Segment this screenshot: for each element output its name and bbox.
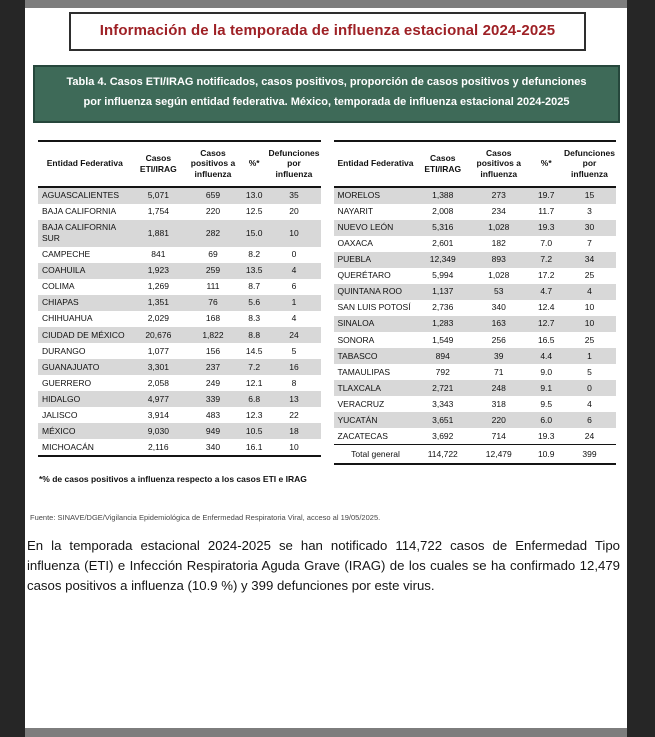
table-cell: 9.0 (540, 366, 553, 377)
table-cell: CAMPECHE (42, 249, 91, 260)
table-cell: 5,994 (432, 270, 454, 281)
table-row (38, 311, 321, 327)
table-cell: 20 (289, 206, 299, 217)
table-cell: 25 (584, 334, 595, 345)
table-cell: 18 (289, 425, 299, 436)
table-cell: 792 (435, 366, 450, 377)
table-cell: 76 (208, 297, 218, 308)
table-cell: 111 (206, 281, 220, 292)
column-header: Entidad Federativa (38, 141, 132, 187)
table-cell: 483 (205, 409, 221, 420)
table-header (334, 141, 617, 187)
table-row (38, 263, 321, 279)
table-cell: 24 (563, 428, 616, 445)
table-row (334, 284, 617, 300)
table-cell: 5.6 (248, 297, 261, 308)
table-row (334, 236, 617, 252)
table-cell: 893 (491, 254, 506, 265)
table-cell: 0 (291, 249, 297, 260)
column-header: Defunciones por influenza (563, 141, 616, 187)
total-cell: 12,479 (468, 445, 530, 465)
total-cell: 114,722 (418, 445, 469, 465)
table-row (334, 428, 617, 445)
table-cell: QUERÉTARO (337, 270, 391, 281)
table-row (334, 220, 617, 236)
table-cell: 10 (584, 318, 595, 329)
entity-table-right (334, 140, 617, 466)
table-cell: 8.3 (248, 313, 261, 324)
table-cell: 12.1 (245, 377, 263, 388)
table-cell: 8 (291, 377, 297, 388)
table-cell: QUINTANA ROO (337, 286, 403, 297)
table-cell: 841 (151, 249, 166, 260)
table-cell: 340 (491, 302, 506, 313)
table-cell: YUCATÁN (337, 414, 378, 425)
table-cell: 2,058 (147, 377, 169, 388)
table-cell: 71 (494, 366, 504, 377)
table-cell: 4 (587, 286, 592, 297)
table-cell: PUEBLA (337, 254, 372, 265)
table-cell: 1,754 (147, 206, 169, 217)
table-cell: 2,029 (147, 313, 169, 324)
table-row (334, 348, 617, 364)
table-cell: NAYARIT (337, 206, 374, 217)
table-row (38, 359, 321, 375)
table-cell: 248 (491, 382, 506, 393)
table-cell: 12.3 (245, 409, 263, 420)
table-cell: 4.4 (540, 350, 553, 361)
table-cell: 35 (289, 190, 299, 201)
table-cell: 9.1 (540, 382, 553, 393)
table-row (38, 407, 321, 423)
table-cell: 7.2 (248, 361, 261, 372)
table-cell: 4,977 (147, 393, 169, 404)
table-cell: 1,028 (488, 270, 510, 281)
table-cell: 3,692 (418, 428, 469, 445)
table-cell: 14.5 (245, 345, 263, 356)
table-cell: MÉXICO (42, 425, 76, 436)
column-header: Casos ETI/IRAG (418, 141, 469, 187)
table-row (334, 187, 617, 204)
table-cell: 4 (291, 265, 297, 276)
table-cell: 1,822 (202, 329, 224, 340)
table-row (334, 204, 617, 220)
table-cell: 1,137 (432, 286, 454, 297)
table-row (334, 300, 617, 316)
viewer-gutter-top (25, 0, 627, 8)
table-cell: 249 (205, 377, 221, 388)
table-cell: 19.3 (537, 222, 555, 233)
table-cell: GUANAJUATO (42, 361, 100, 372)
table-cell: 15 (584, 190, 595, 201)
table-cell: COAHUILA (42, 265, 86, 276)
column-header: Entidad Federativa (334, 141, 418, 187)
table-cell: 16.5 (537, 334, 555, 345)
table-cell: 17.2 (537, 270, 555, 281)
table-cell: 1,283 (432, 318, 454, 329)
table-cell: TAMAULIPAS (337, 366, 391, 377)
table-cell: 4 (587, 398, 592, 409)
table-cell: 7.2 (540, 254, 553, 265)
table-cell: 282 (205, 227, 221, 238)
table-row (334, 268, 617, 284)
table-cell: 12.5 (245, 206, 263, 217)
table-cell: AGUASCALIENTES (42, 190, 119, 201)
column-header: %* (530, 141, 563, 187)
table-cell: 1,269 (147, 281, 169, 292)
table-cell: 182 (491, 238, 506, 249)
table-cell: DURANGO (42, 345, 86, 356)
table-cell: 10 (289, 227, 299, 238)
table-cell: 10.5 (245, 425, 263, 436)
table-row (38, 187, 321, 204)
table-cell: 1 (291, 297, 297, 308)
table-cell: 9,030 (147, 425, 169, 436)
table-cell: 15.0 (245, 227, 263, 238)
table-row (38, 279, 321, 295)
table-cell: CHIHUAHUA (42, 313, 93, 324)
table-cell: 20,676 (145, 329, 172, 340)
table-cell: JALISCO (42, 409, 78, 420)
table-cell: 1,549 (432, 334, 454, 345)
table-cell: 16 (289, 361, 299, 372)
table-cell: MORELOS (337, 190, 381, 201)
table-cell: SAN LUIS POTOSÍ (337, 302, 411, 313)
table-row (334, 316, 617, 332)
table-cell: 34 (584, 254, 595, 265)
source-citation: Fuente: SINAVE/DGE/Vigilancia Epidemiológica de Enfermedad Respiratoria Viral, acceso al 19/05/2025. (30, 513, 381, 523)
table-cell: 168 (205, 313, 221, 324)
table-cell: HIDALGO (42, 393, 81, 404)
column-header: Casos ETI/IRAG (132, 141, 185, 187)
table-cell: 2,601 (432, 238, 454, 249)
table-cell: 949 (205, 425, 221, 436)
table-cell: 12,349 (429, 254, 456, 265)
table-row (334, 396, 617, 412)
table-cell: 6.0 (540, 414, 553, 425)
summary-paragraph: En la temporada estacional 2024-2025 se han notificado 114,722 casos de Enfermedad Tipo influenza (ETI) e Infección Respiratoria Aguda Grave (IRAG) de los cuales se ha confirmado 12,479 casos positivos a influenza (10.9 %) y 399 defunciones por este virus. (27, 538, 620, 593)
table-cell: TABASCO (337, 350, 378, 361)
table-row (334, 380, 617, 396)
total-row (334, 445, 617, 465)
table-cell: SONORA (337, 334, 375, 345)
table-cell: OAXACA (337, 238, 373, 249)
table-cell: CIUDAD DE MÉXICO (42, 329, 125, 340)
table-cell: 10 (584, 302, 595, 313)
table-cell: 156 (205, 345, 221, 356)
viewer-gutter-bottom (25, 728, 627, 737)
table-cell: 13.0 (245, 190, 263, 201)
table-caption-line-1: Tabla 4. Casos ETI/IRAG notificados, casos positivos, proporción de casos positivos y defunciones (66, 76, 587, 88)
table-footnote: *% de casos positivos a influenza respecto a los casos ETI e IRAG (39, 474, 307, 485)
table-cell: 5,316 (432, 222, 454, 233)
table-cell: 0 (587, 382, 592, 393)
table-cell: 318 (491, 398, 506, 409)
table-cell: 3 (587, 206, 592, 217)
table-cell: 5 (291, 345, 297, 356)
table-cell: 2,008 (432, 206, 454, 217)
table-caption-banner (33, 65, 620, 123)
table-cell: 3,651 (432, 414, 454, 425)
document-page (25, 8, 627, 728)
table-cell: 1,923 (147, 265, 169, 276)
tables-container (38, 140, 616, 466)
table-cell: 2,721 (432, 382, 454, 393)
table-cell: 3,343 (432, 398, 454, 409)
table-cell: 2,116 (132, 439, 185, 456)
table-cell: 1,077 (147, 345, 169, 356)
table-row (38, 375, 321, 391)
table-cell: GUERRERO (42, 377, 92, 388)
table-cell: 8.7 (248, 281, 261, 292)
table-cell: CHIAPAS (42, 297, 79, 308)
table-cell: 2,736 (432, 302, 454, 313)
table-row (38, 295, 321, 311)
table-cell: 1,028 (488, 222, 510, 233)
table-cell: 69 (208, 249, 218, 260)
table-cell: SINALOA (337, 318, 375, 329)
column-header: Defunciones por influenza (267, 141, 320, 187)
table-cell: 4.7 (540, 286, 553, 297)
table-cell: 30 (584, 222, 595, 233)
table-cell: 19.3 (530, 428, 563, 445)
table-row (38, 204, 321, 220)
table-cell: 1,351 (147, 297, 169, 308)
table-cell: 256 (491, 334, 506, 345)
table-row (334, 332, 617, 348)
table-cell: 220 (205, 206, 221, 217)
table-cell: 22 (289, 409, 299, 420)
table-cell: VERACRUZ (337, 398, 385, 409)
table-cell: COLIMA (42, 281, 75, 292)
table-cell: 8.8 (248, 329, 261, 340)
table-cell: 1,388 (432, 190, 454, 201)
table-row (38, 220, 321, 247)
table-cell: 237 (205, 361, 221, 372)
table-cell: 220 (491, 414, 506, 425)
table-row (334, 412, 617, 428)
total-cell: Total general (334, 445, 418, 465)
table-cell: BAJA CALIFORNIA SUR (42, 222, 116, 244)
table-cell: ZACATECAS (334, 428, 418, 445)
table-row (38, 343, 321, 359)
table-cell: TLAXCALA (337, 382, 381, 393)
table-cell: 340 (185, 439, 241, 456)
column-header: %* (241, 141, 268, 187)
table-cell: 53 (494, 286, 504, 297)
table-cell: 11.7 (538, 206, 555, 217)
entity-table-left (38, 140, 321, 458)
table-cell: 714 (468, 428, 530, 445)
table-row (38, 391, 321, 407)
table-cell: 4 (291, 313, 297, 324)
table-cell: 273 (491, 190, 506, 201)
table-cell: 5 (587, 366, 592, 377)
table-cell: MICHOACÁN (38, 439, 132, 456)
table-cell: 1,881 (147, 227, 169, 238)
table-cell: 659 (205, 190, 221, 201)
total-cell: 399 (563, 445, 616, 465)
table-cell: 7.0 (540, 238, 553, 249)
table-cell: 13.5 (245, 265, 263, 276)
table-cell: 39 (494, 350, 504, 361)
table-cell: 3,914 (147, 409, 169, 420)
table-cell: 234 (491, 206, 506, 217)
table-row (38, 247, 321, 263)
table-row (334, 364, 617, 380)
table-cell: 6 (587, 414, 592, 425)
table-cell: NUEVO LEÓN (337, 222, 394, 233)
document-title: Información de la temporada de influenza estacional 2024-2025 (99, 22, 556, 39)
table-row (38, 439, 321, 456)
table-cell: 7 (587, 238, 592, 249)
column-header: Casos positivos a influenza (185, 141, 241, 187)
total-cell: 10.9 (530, 445, 563, 465)
table-cell: 1 (587, 350, 592, 361)
table-cell: 8.2 (248, 249, 261, 260)
table-cell: 19.7 (537, 190, 555, 201)
table-cell: 5,071 (147, 190, 169, 201)
table-row (38, 327, 321, 343)
document-title-box (69, 12, 586, 51)
table-cell: 13 (289, 393, 299, 404)
table-caption-line-2: por influenza según entidad federativa. México, temporada de influenza estacional 2024-2025 (83, 95, 570, 108)
table-cell: 16.1 (241, 439, 268, 456)
table-cell: 24 (289, 329, 299, 340)
table-header (38, 141, 321, 187)
table-cell: 10 (267, 439, 320, 456)
table-cell: 6.8 (248, 393, 261, 404)
table-cell: 12.4 (537, 302, 555, 313)
table-cell: BAJA CALIFORNIA (42, 206, 117, 217)
table-cell: 259 (205, 265, 221, 276)
table-cell: 12.7 (537, 318, 555, 329)
table-cell: 163 (491, 318, 506, 329)
table-cell: 6 (291, 281, 297, 292)
table-cell: 9.5 (540, 398, 553, 409)
table-cell: 25 (584, 270, 595, 281)
table-row (334, 252, 617, 268)
column-header: Casos positivos a influenza (468, 141, 530, 187)
table-cell: 3,301 (147, 361, 169, 372)
table-cell: 339 (205, 393, 221, 404)
table-cell: 894 (435, 350, 450, 361)
table-row (38, 423, 321, 439)
